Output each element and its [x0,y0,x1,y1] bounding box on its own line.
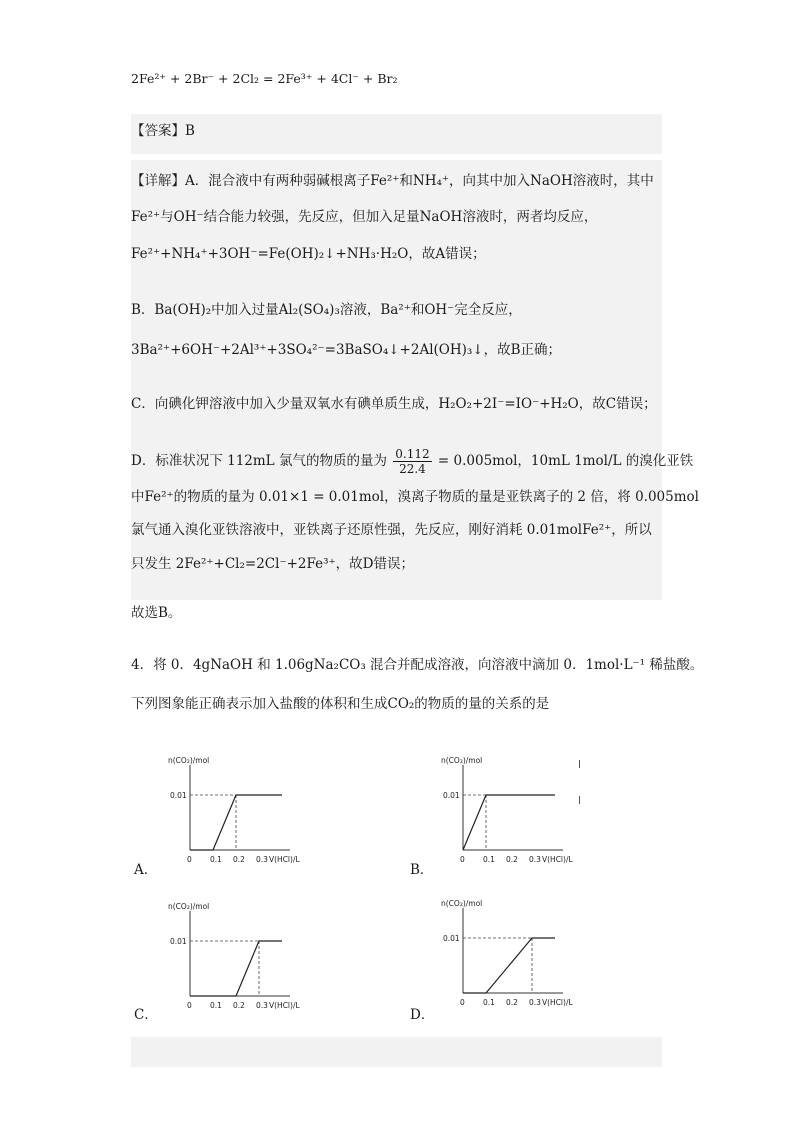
x-tick-label: 0 [460,855,465,864]
x-tick-label: 0 [460,998,465,1007]
x-tick-label: 0.1 [483,998,495,1007]
x-tick-label: 0.2 [506,998,518,1007]
x-tick-label: 0.3 [529,855,541,864]
x-axis-label: V(HCl)/L [542,998,573,1007]
x-tick-label: 0.2 [233,855,245,864]
detail-a-3: Fe²⁺+NH₄⁺+3OH⁻=Fe(OH)₂↓+NH₃·H₂O，故A错误； [131,246,486,262]
fraction-denominator: 22.4 [399,462,426,476]
equation-line: 2Fe²⁺ + 2Br⁻ + 2Cl₂ = 2Fe³⁺ + 4Cl⁻ + Br₂ [131,71,398,86]
scan-mark [579,796,580,804]
detail-d-1-text-b: = 0.005mol，10mL 1mol/L 的溴化亚铁 [437,453,694,469]
detail-b-2: 3Ba²⁺+6OH⁻+2Al³⁺+3SO₄²⁻=3BaSO₄↓+2Al(OH)₃↓，故B正确； [131,342,562,358]
chart-option-a [160,756,300,867]
detail-c-1: C．向碘化钾溶液中加入少量双氧水有碘单质生成，H₂O₂+2I⁻=IO⁻+H₂O，故C错误； [131,396,657,412]
y-tick-label: 0.01 [170,791,187,800]
x-tick-label: 0.3 [256,855,268,864]
series-line [463,795,555,850]
y-tick-label: 0.01 [443,934,460,943]
y-tick-label: 0.01 [443,791,460,800]
x-tick-label: 0 [187,855,192,864]
y-axis-label: n(CO₂)/mol [441,899,483,908]
fraction-numerator: 0.112 [395,447,430,461]
detail-a-1: 【详解】A．混合液中有两种弱碱根离子Fe²⁺和NH₄⁺，向其中加入NaOH溶液时，其中 [131,173,654,189]
x-tick-label: 0.1 [210,855,222,864]
series-line [190,941,282,996]
chart-option-d [433,899,573,1010]
detail-d-1 [131,445,693,477]
x-tick-label: 0.1 [483,855,495,864]
y-tick-label: 0.01 [170,937,187,946]
scan-mark [579,760,580,768]
detail-d-3: 氯气通入溴化亚铁溶液中，亚铁离子还原性强，先反应，刚好消耗 0.01molFe²⁺，所以 [131,522,652,538]
question-line-2: 下列图象能正确表示加入盐酸的体积和生成CO₂的物质的量的关系的是 [131,696,550,712]
chart-option-b [433,756,573,867]
option-a-label: A． [134,862,158,878]
series-line [463,938,555,993]
x-tick-label: 0.3 [256,1001,268,1010]
y-axis-label: n(CO₂)/mol [168,756,210,765]
detail-d-2: 中Fe²⁺的物质的量为 0.01×1 = 0.01mol，溴离子物质的量是亚铁离子的 2 倍，将 0.005mol [131,489,699,505]
x-tick-label: 0.2 [233,1001,245,1010]
answer-band [131,1037,662,1067]
x-tick-label: 0.2 [506,855,518,864]
option-d-label: D． [410,1007,435,1023]
answer-prev-band [131,114,662,154]
x-tick-label: 0.1 [210,1001,222,1010]
x-tick-label: 0 [187,1001,192,1010]
x-axis-label: V(HCl)/L [542,855,573,864]
x-tick-label: 0.3 [529,998,541,1007]
option-c-label: C． [134,1007,158,1023]
detail-b-1: B．Ba(OH)₂中加入过量Al₂(SO₄)₃溶液，Ba²⁺和OH⁻完全反应， [131,302,522,318]
x-axis-label: V(HCl)/L [269,1001,300,1010]
fraction [393,447,431,476]
answer-prev: 【答案】B [131,123,195,139]
y-axis-label: n(CO₂)/mol [168,902,210,911]
detail-d-1-text-a: D．标准状况下 112mL 氯气的物质的量为 [131,453,387,469]
option-b-label: B． [410,862,434,878]
detail-a-2: Fe²⁺与OH⁻结合能力较强，先反应，但加入足量NaOH溶液时，两者均反应， [131,209,598,225]
chart-option-c [160,902,300,1013]
question-line-1: 4．将 0．4gNaOH 和 1.06gNa₂CO₃ 混合并配成溶液，向溶液中滴加 0．1mol·L⁻¹ 稀盐酸。 [131,657,704,673]
y-axis-label: n(CO₂)/mol [441,756,483,765]
detail-d-4: 只发生 2Fe²⁺+Cl₂=2Cl⁻+2Fe³⁺，故D错误； [131,556,414,572]
x-axis-label: V(HCl)/L [269,855,300,864]
conclusion: 故选B。 [131,605,182,621]
